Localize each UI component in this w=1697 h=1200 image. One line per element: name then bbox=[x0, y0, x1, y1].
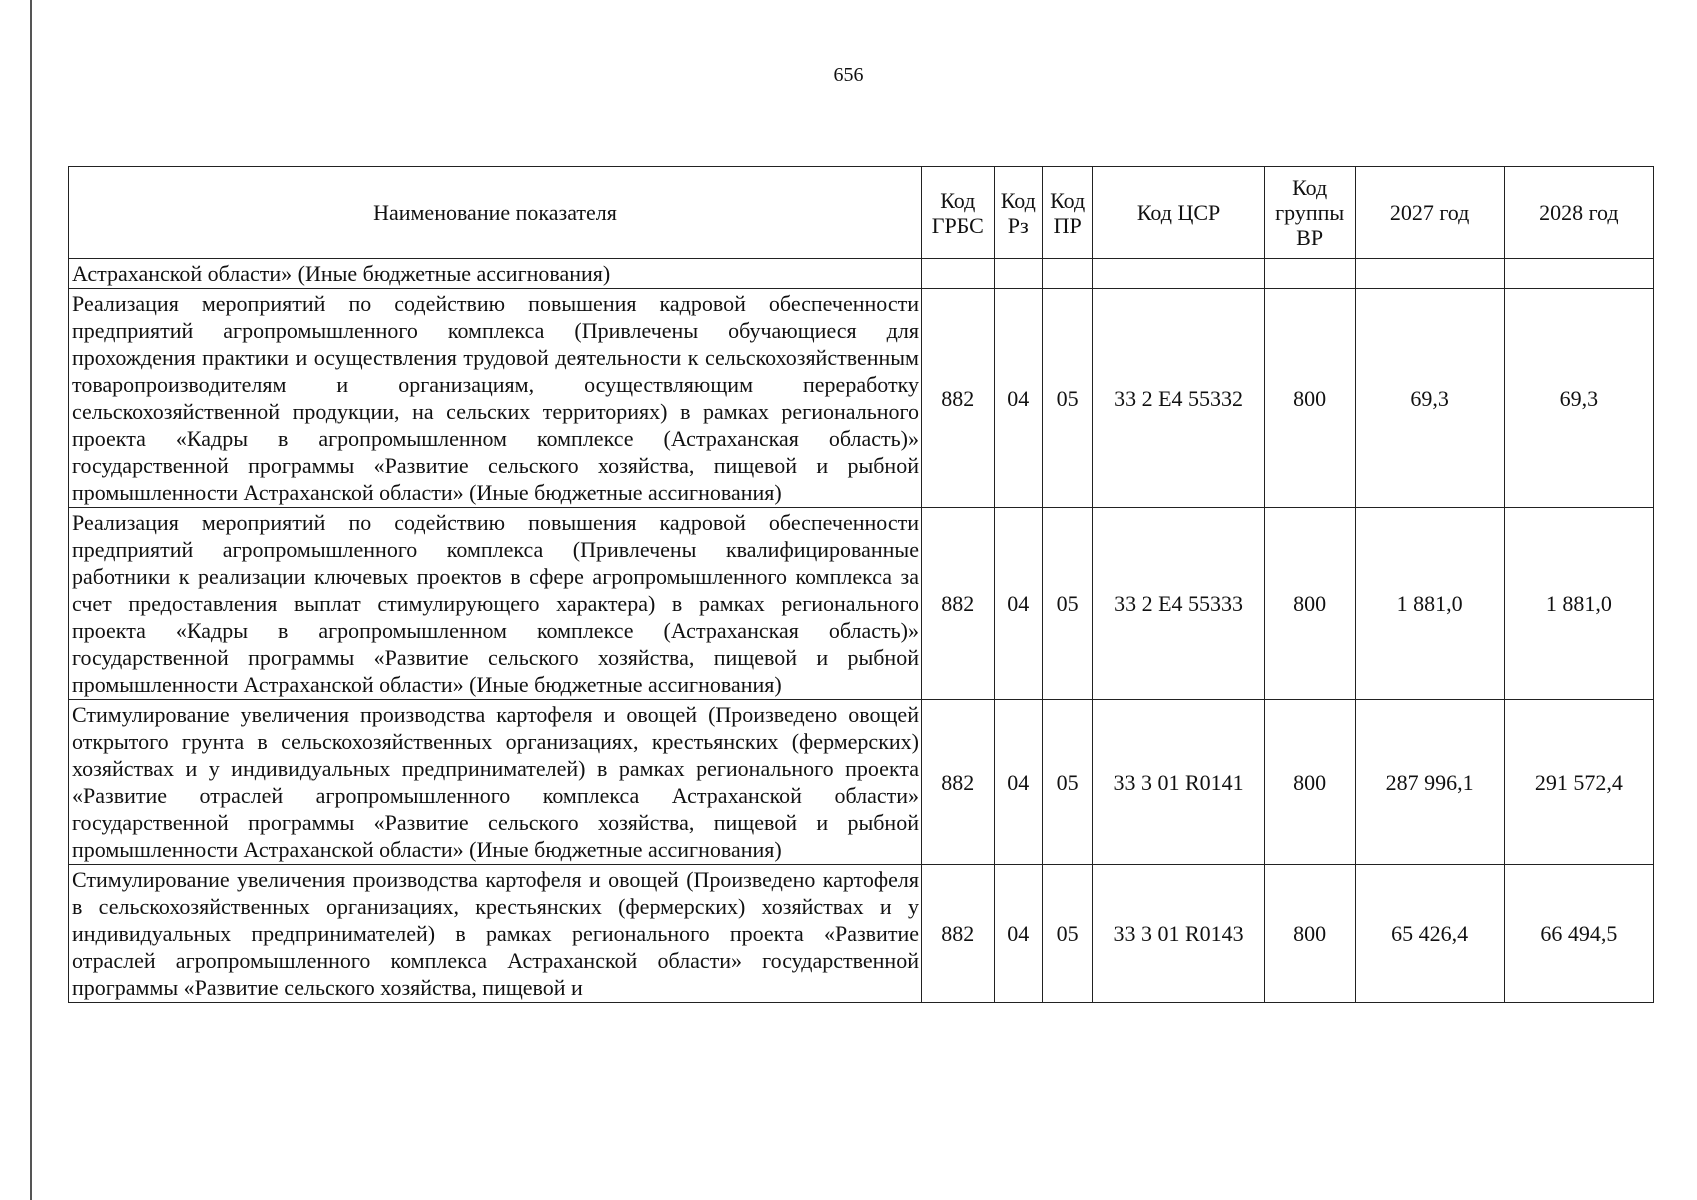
header-grbs: Код ГРБС bbox=[921, 167, 994, 259]
row-csr: 33 2 Е4 55333 bbox=[1093, 508, 1264, 700]
row-pr: 05 bbox=[1042, 865, 1092, 1003]
row-2027: 65 426,4 bbox=[1355, 865, 1504, 1003]
row-grbs: 882 bbox=[921, 508, 994, 700]
row-2027: 287 996,1 bbox=[1355, 700, 1504, 865]
row-vr: 800 bbox=[1264, 700, 1355, 865]
row-grbs: 882 bbox=[921, 700, 994, 865]
row-pr: 05 bbox=[1042, 508, 1092, 700]
row-2028: 66 494,5 bbox=[1504, 865, 1653, 1003]
table-header-row bbox=[69, 167, 1654, 259]
row-rz: 04 bbox=[994, 700, 1042, 865]
row-name: Реализация мероприятий по содействию повышения кадровой обеспеченности предприятий агропромышленного комплекса (Привлечены квалифицированные работники к реализации ключевых проектов в сфере агропромышленного комплекса за счет предоставления выплат стимулирующего характера) в рамках регионального проекта «Кадры в агропромышленном комплексе (Астраханская область)» государственной программы «Развитие сельского хозяйства, пищевой и рыбной промышленности Астраханской области» (Иные бюджетные ассигнования) bbox=[69, 508, 922, 700]
row-csr: 33 3 01 R0143 bbox=[1093, 865, 1264, 1003]
table-row bbox=[69, 700, 1654, 865]
row-pr: 05 bbox=[1042, 289, 1092, 508]
table-row bbox=[69, 865, 1654, 1003]
table-row bbox=[69, 289, 1654, 508]
row-rz bbox=[994, 259, 1042, 289]
row-csr: 33 3 01 R0141 bbox=[1093, 700, 1264, 865]
row-pr bbox=[1042, 259, 1092, 289]
header-name: Наименование показателя bbox=[69, 167, 922, 259]
row-pr: 05 bbox=[1042, 700, 1092, 865]
header-vr: Код группы ВР bbox=[1264, 167, 1355, 259]
row-2027 bbox=[1355, 259, 1504, 289]
row-vr: 800 bbox=[1264, 865, 1355, 1003]
row-name: Реализация мероприятий по содействию повышения кадровой обеспеченности предприятий агропромышленного комплекса (Привлечены обучающиеся для прохождения практики и осуществления трудовой деятельности к сельскохозяйственным товаропроизводителям и организациям, осуществляющим переработку сельскохозяйственной продукции, на сельских территориях) в рамках регионального проекта «Кадры в агропромышленном комплексе (Астраханская область)» государственной программы «Развитие сельского хозяйства, пищевой и рыбной промышленности Астраханской области» (Иные бюджетные ассигнования) bbox=[69, 289, 922, 508]
row-2028: 1 881,0 bbox=[1504, 508, 1653, 700]
budget-table bbox=[68, 166, 1654, 1003]
row-rz: 04 bbox=[994, 865, 1042, 1003]
binding-margin-line bbox=[30, 0, 32, 1200]
row-2027: 1 881,0 bbox=[1355, 508, 1504, 700]
row-name: Стимулирование увеличения производства картофеля и овощей (Произведено овощей открытого грунта в сельскохозяйственных организациях, крестьянских (фермерских) хозяйствах и у индивидуальных предпринимателей) в рамках регионального проекта «Развитие отраслей агропромышленного комплекса Астраханской области» государственной программы «Развитие сельского хозяйства, пищевой и рыбной промышленности Астраханской области» (Иные бюджетные ассигнования) bbox=[69, 700, 922, 865]
row-grbs: 882 bbox=[921, 865, 994, 1003]
row-rz: 04 bbox=[994, 289, 1042, 508]
row-name: Стимулирование увеличения производства картофеля и овощей (Произведено картофеля в сельскохозяйственных организациях, крестьянских (фермерских) хозяйствах и у индивидуальных предпринимателей) в рамках регионального проекта «Развитие отраслей агропромышленного комплекса Астраханской области» государственной программы «Развитие сельского хозяйства, пищевой и bbox=[69, 865, 922, 1003]
table-row bbox=[69, 508, 1654, 700]
header-csr: Код ЦСР bbox=[1093, 167, 1264, 259]
row-vr: 800 bbox=[1264, 508, 1355, 700]
row-vr: 800 bbox=[1264, 289, 1355, 508]
row-rz: 04 bbox=[994, 508, 1042, 700]
row-2028: 69,3 bbox=[1504, 289, 1653, 508]
row-vr bbox=[1264, 259, 1355, 289]
row-grbs bbox=[921, 259, 994, 289]
row-grbs: 882 bbox=[921, 289, 994, 508]
row-name: Астраханской области» (Иные бюджетные ассигнования) bbox=[69, 259, 922, 289]
header-2027: 2027 год bbox=[1355, 167, 1504, 259]
row-2028 bbox=[1504, 259, 1653, 289]
header-pr: Код ПР bbox=[1042, 167, 1092, 259]
row-2027: 69,3 bbox=[1355, 289, 1504, 508]
page-number: 656 bbox=[833, 64, 864, 86]
row-csr bbox=[1093, 259, 1264, 289]
header-rz: Код Рз bbox=[994, 167, 1042, 259]
table-row bbox=[69, 259, 1654, 289]
row-csr: 33 2 Е4 55332 bbox=[1093, 289, 1264, 508]
header-2028: 2028 год bbox=[1504, 167, 1653, 259]
row-2028: 291 572,4 bbox=[1504, 700, 1653, 865]
